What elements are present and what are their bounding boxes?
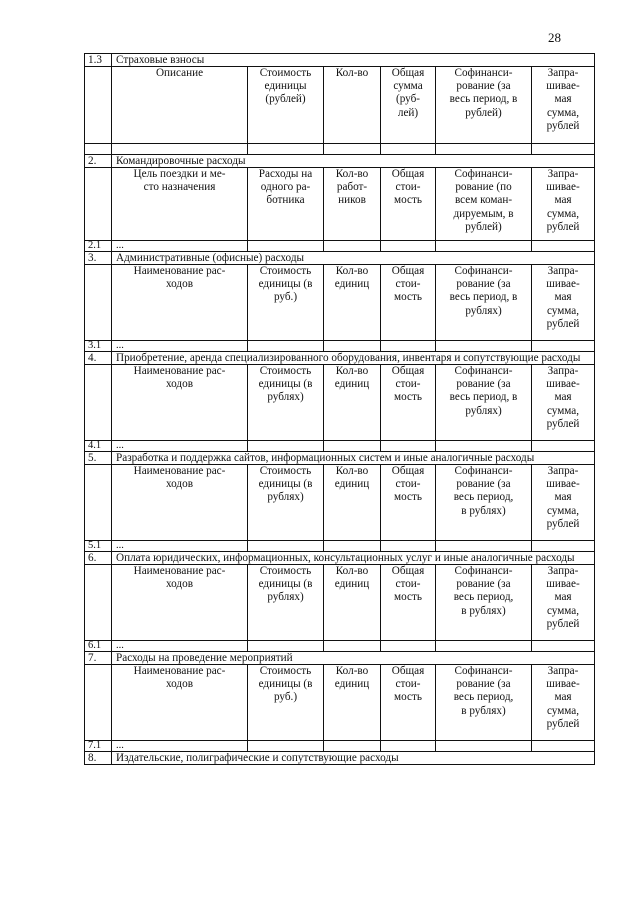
empty-number-cell [85,665,112,741]
section-number: 5. [85,452,112,465]
sub-item-number: 7.1 [85,741,112,752]
section-title-row [85,752,595,765]
column-header: Запра- шивае- мая сумма, рублей [532,67,595,144]
empty-cell [324,441,381,452]
column-header: Наименование рас- ходов [112,665,248,741]
empty-cell [436,341,532,352]
column-header: Запра- шивае- мая сумма, рублей [532,265,595,341]
empty-cell [248,144,324,155]
empty-cell [381,241,436,252]
empty-cell [324,641,381,652]
empty-number-cell [85,67,112,144]
section-title: Страховые взносы [112,54,595,67]
column-header: Расходы на одного ра- ботника [248,168,324,241]
column-header: Общая стои- мость [381,565,436,641]
column-header: Софинанси- рование (за весь период, в рублях) [436,265,532,341]
column-header: Запра- шивае- мая сумма, рублей [532,465,595,541]
column-header: Наименование рас- ходов [112,565,248,641]
empty-cell [436,541,532,552]
empty-number-cell [85,565,112,641]
empty-cell [381,144,436,155]
sub-item-text: ... [112,241,248,252]
empty-cell [248,641,324,652]
sub-item-row [85,441,595,452]
empty-number-cell [85,168,112,241]
empty-cell [381,741,436,752]
empty-cell [532,441,595,452]
empty-cell [324,341,381,352]
sub-item-text [112,144,248,155]
section-title: Командировочные расходы [112,155,595,168]
column-header: Цель поездки и ме- сто назначения [112,168,248,241]
empty-cell [436,641,532,652]
column-header: Общая стои- мость [381,265,436,341]
column-header: Стоимость единицы (в рублях) [248,365,324,441]
column-header: Стоимость единицы (в руб.) [248,665,324,741]
empty-cell [248,241,324,252]
empty-cell [532,741,595,752]
column-header: Общая стои- мость [381,665,436,741]
sub-item-row [85,144,595,155]
section-title-row [85,552,595,565]
sub-item-number: 6.1 [85,641,112,652]
section-number: 3. [85,252,112,265]
section-number: 6. [85,552,112,565]
section-title: Приобретение, аренда специализированного оборудования, инвентаря и сопутствующие расходы [112,352,595,365]
column-header: Общая стои- мость [381,465,436,541]
column-header: Софинанси- рование (за весь период, в рублях) [436,565,532,641]
column-header: Запра- шивае- мая сумма, рублей [532,168,595,241]
empty-cell [324,144,381,155]
empty-cell [381,341,436,352]
empty-number-cell [85,365,112,441]
column-header: Кол-во единиц [324,365,381,441]
column-header: Наименование рас- ходов [112,465,248,541]
empty-cell [532,641,595,652]
section-title: Оплата юридических, информационных, консультационных услуг и иные аналогичные расходы [112,552,595,565]
budget-table [84,53,595,765]
section-title: Издательские, полиграфические и сопутствующие расходы [112,752,595,765]
empty-cell [381,541,436,552]
empty-cell [436,441,532,452]
empty-cell [248,741,324,752]
column-header-row [85,565,595,641]
empty-cell [436,144,532,155]
column-header: Софинанси- рование (за весь период, в рублях) [436,665,532,741]
sub-item-text: ... [112,341,248,352]
column-header: Кол-во единиц [324,565,381,641]
sub-item-row [85,541,595,552]
sub-item-number [85,144,112,155]
column-header: Кол-во [324,67,381,144]
column-header: Наименование рас- ходов [112,365,248,441]
empty-cell [532,144,595,155]
section-title-row [85,352,595,365]
sub-item-text: ... [112,541,248,552]
column-header: Стоимость единицы (в рублях) [248,565,324,641]
section-number: 1.3 [85,54,112,67]
section-number: 2. [85,155,112,168]
empty-cell [436,741,532,752]
sub-item-number: 5.1 [85,541,112,552]
empty-cell [324,241,381,252]
empty-cell [381,441,436,452]
empty-cell [381,641,436,652]
column-header-row [85,465,595,541]
section-title: Расходы на проведение мероприятий [112,652,595,665]
empty-cell [248,541,324,552]
column-header: Общая стои- мость [381,365,436,441]
sub-item-number: 4.1 [85,441,112,452]
section-title-row [85,252,595,265]
sub-item-text: ... [112,741,248,752]
sub-item-text: ... [112,641,248,652]
empty-cell [436,241,532,252]
column-header-row [85,265,595,341]
empty-number-cell [85,265,112,341]
column-header: Общая сумма (руб- лей) [381,67,436,144]
empty-cell [532,541,595,552]
sub-item-row [85,341,595,352]
empty-cell [324,541,381,552]
empty-cell [248,441,324,452]
column-header: Кол-во единиц [324,665,381,741]
section-title: Административные (офисные) расходы [112,252,595,265]
column-header: Кол-во единиц [324,465,381,541]
column-header: Стоимость единицы (в рублях) [248,465,324,541]
empty-cell [532,241,595,252]
column-header: Запра- шивае- мая сумма, рублей [532,665,595,741]
section-number: 7. [85,652,112,665]
column-header: Запра- шивае- мая сумма, рублей [532,365,595,441]
column-header: Софинанси- рование (по всем коман- дируемым, в рублей) [436,168,532,241]
column-header-row [85,665,595,741]
empty-number-cell [85,465,112,541]
column-header: Запра- шивае- мая сумма, рублей [532,565,595,641]
section-title-row [85,155,595,168]
column-header-row [85,67,595,144]
sub-item-number: 2.1 [85,241,112,252]
column-header: Софинанси- рование (за весь период, в рублях) [436,465,532,541]
section-title-row [85,54,595,67]
column-header-row [85,168,595,241]
column-header: Наименование рас- ходов [112,265,248,341]
column-header: Софинанси- рование (за весь период, в рублях) [436,365,532,441]
section-number: 4. [85,352,112,365]
column-header: Стоимость единицы (в руб.) [248,265,324,341]
empty-cell [532,341,595,352]
sub-item-row [85,741,595,752]
column-header: Описание [112,67,248,144]
column-header: Софинанси- рование (за весь период, в рублей) [436,67,532,144]
section-title: Разработка и поддержка сайтов, информационных систем и иные аналогичные расходы [112,452,595,465]
section-title-row [85,652,595,665]
column-header: Кол-во работ- ников [324,168,381,241]
column-header: Общая стои- мость [381,168,436,241]
column-header-row [85,365,595,441]
page-number: 28 [548,30,561,45]
sub-item-number: 3.1 [85,341,112,352]
sub-item-row [85,641,595,652]
empty-cell [248,341,324,352]
column-header: Кол-во единиц [324,265,381,341]
column-header: Стоимость единицы (рублей) [248,67,324,144]
section-title-row [85,452,595,465]
sub-item-text: ... [112,441,248,452]
empty-cell [324,741,381,752]
sub-item-row [85,241,595,252]
section-number: 8. [85,752,112,765]
